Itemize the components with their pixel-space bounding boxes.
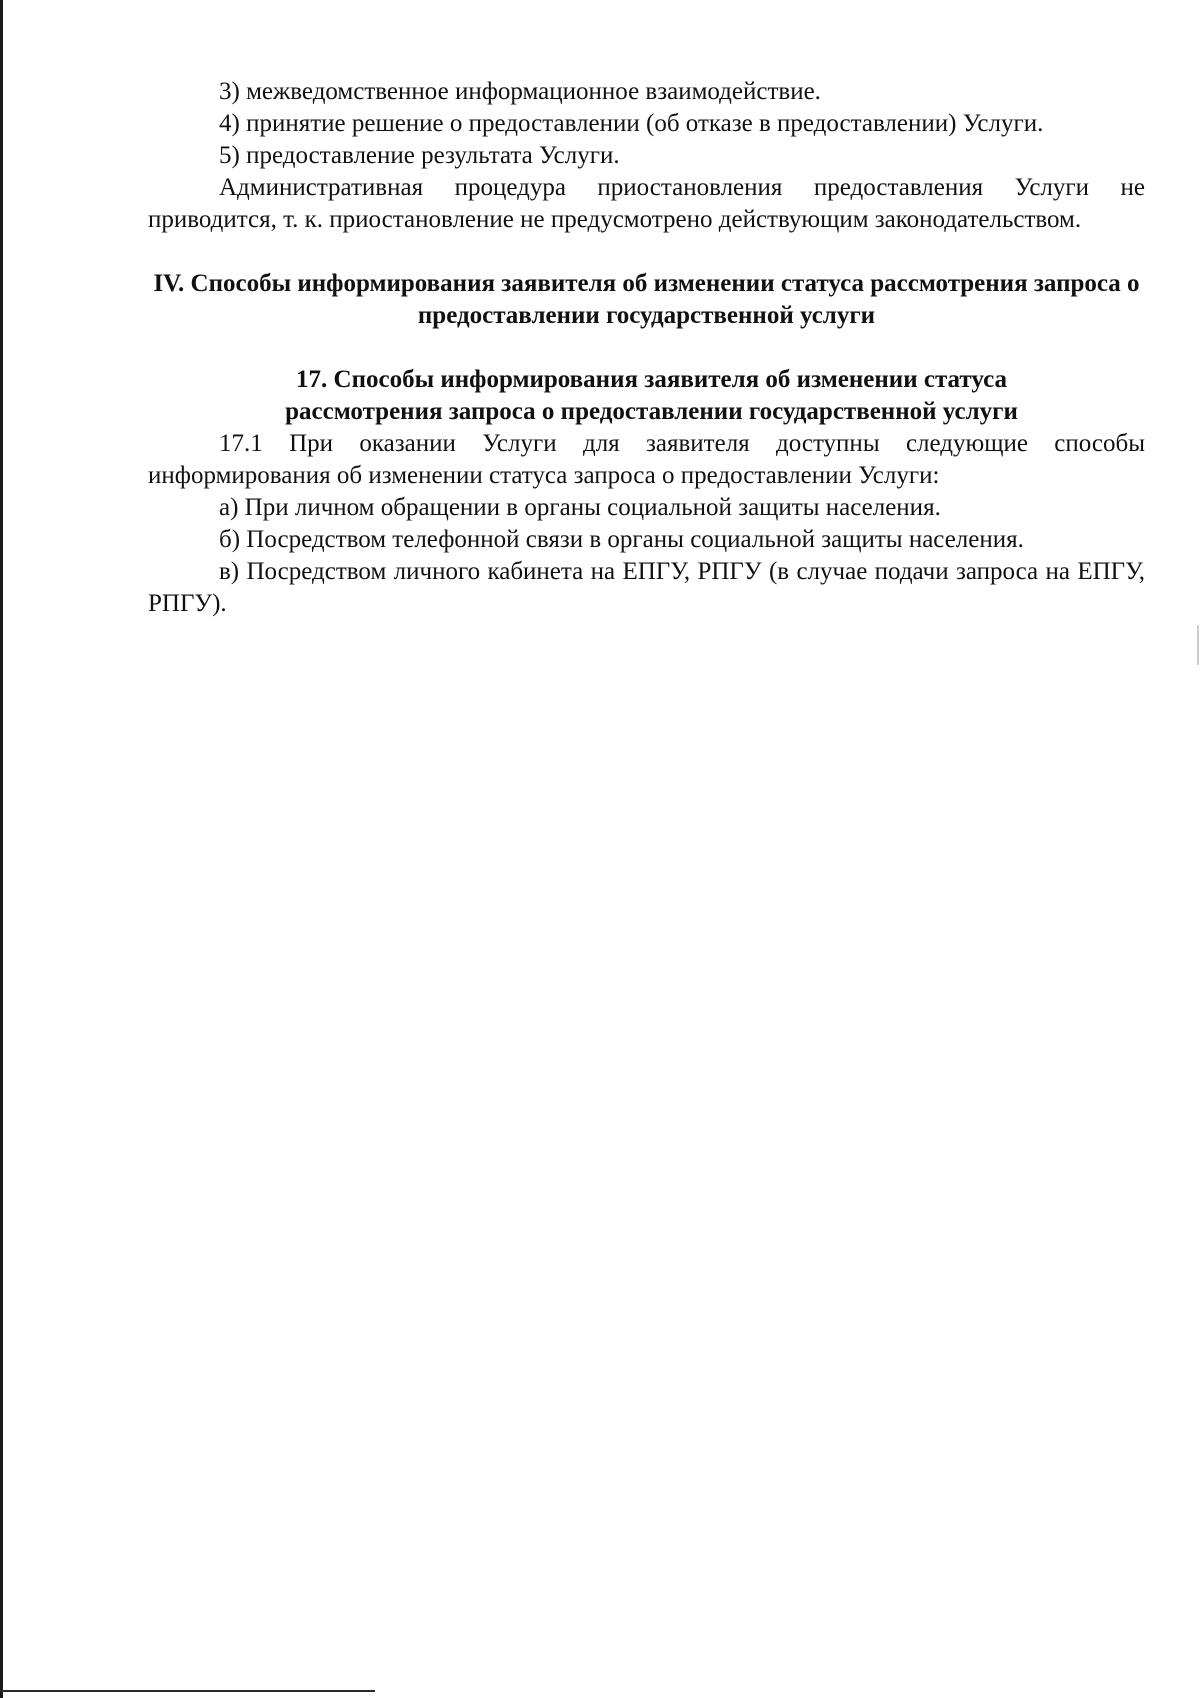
- suspension-note-paragraph: Административная процедура приостановления предоставления Услуги не приводится, т. к. приостановление не предусмотрено действующим законодательством.: [148, 174, 1145, 233]
- scan-left-edge: [0, 0, 3, 1698]
- paragraph-17-1: 17.1 При оказании Услуги для заявителя доступны следующие способы информирования об изменении статуса запроса о предоставлении Услуги:: [148, 430, 1145, 489]
- scan-bottom-edge: [0, 1690, 375, 1692]
- list-item-v: в) Посредством личного кабинета на ЕПГУ, РПГУ (в случае подачи запроса на ЕПГУ, РПГУ).: [148, 558, 1145, 617]
- list-item-3: 3) межведомственное информационное взаимодействие.: [219, 78, 821, 105]
- subsection-heading: 17. Способы информирования заявителя об изменении статуса рассмотрения запроса о предоставлении государственной услуги: [285, 366, 1018, 425]
- document-body: [148, 76, 1145, 620]
- section-heading: IV. Способы информирования заявителя об изменении статуса рассмотрения запроса о предоставлении государственной услуги: [153, 270, 1140, 329]
- list-item-4: 4) принятие решение о предоставлении (об отказе в предоставлении) Услуги.: [219, 110, 1044, 137]
- list-item-5: 5) предоставление результата Услуги.: [219, 142, 620, 169]
- list-item-b: б) Посредством телефонной связи в органы социальной защиты населения.: [219, 526, 1024, 553]
- scan-right-mark: [1197, 625, 1199, 665]
- list-item-a: а) При личном обращении в органы социальной защиты населения.: [219, 494, 941, 521]
